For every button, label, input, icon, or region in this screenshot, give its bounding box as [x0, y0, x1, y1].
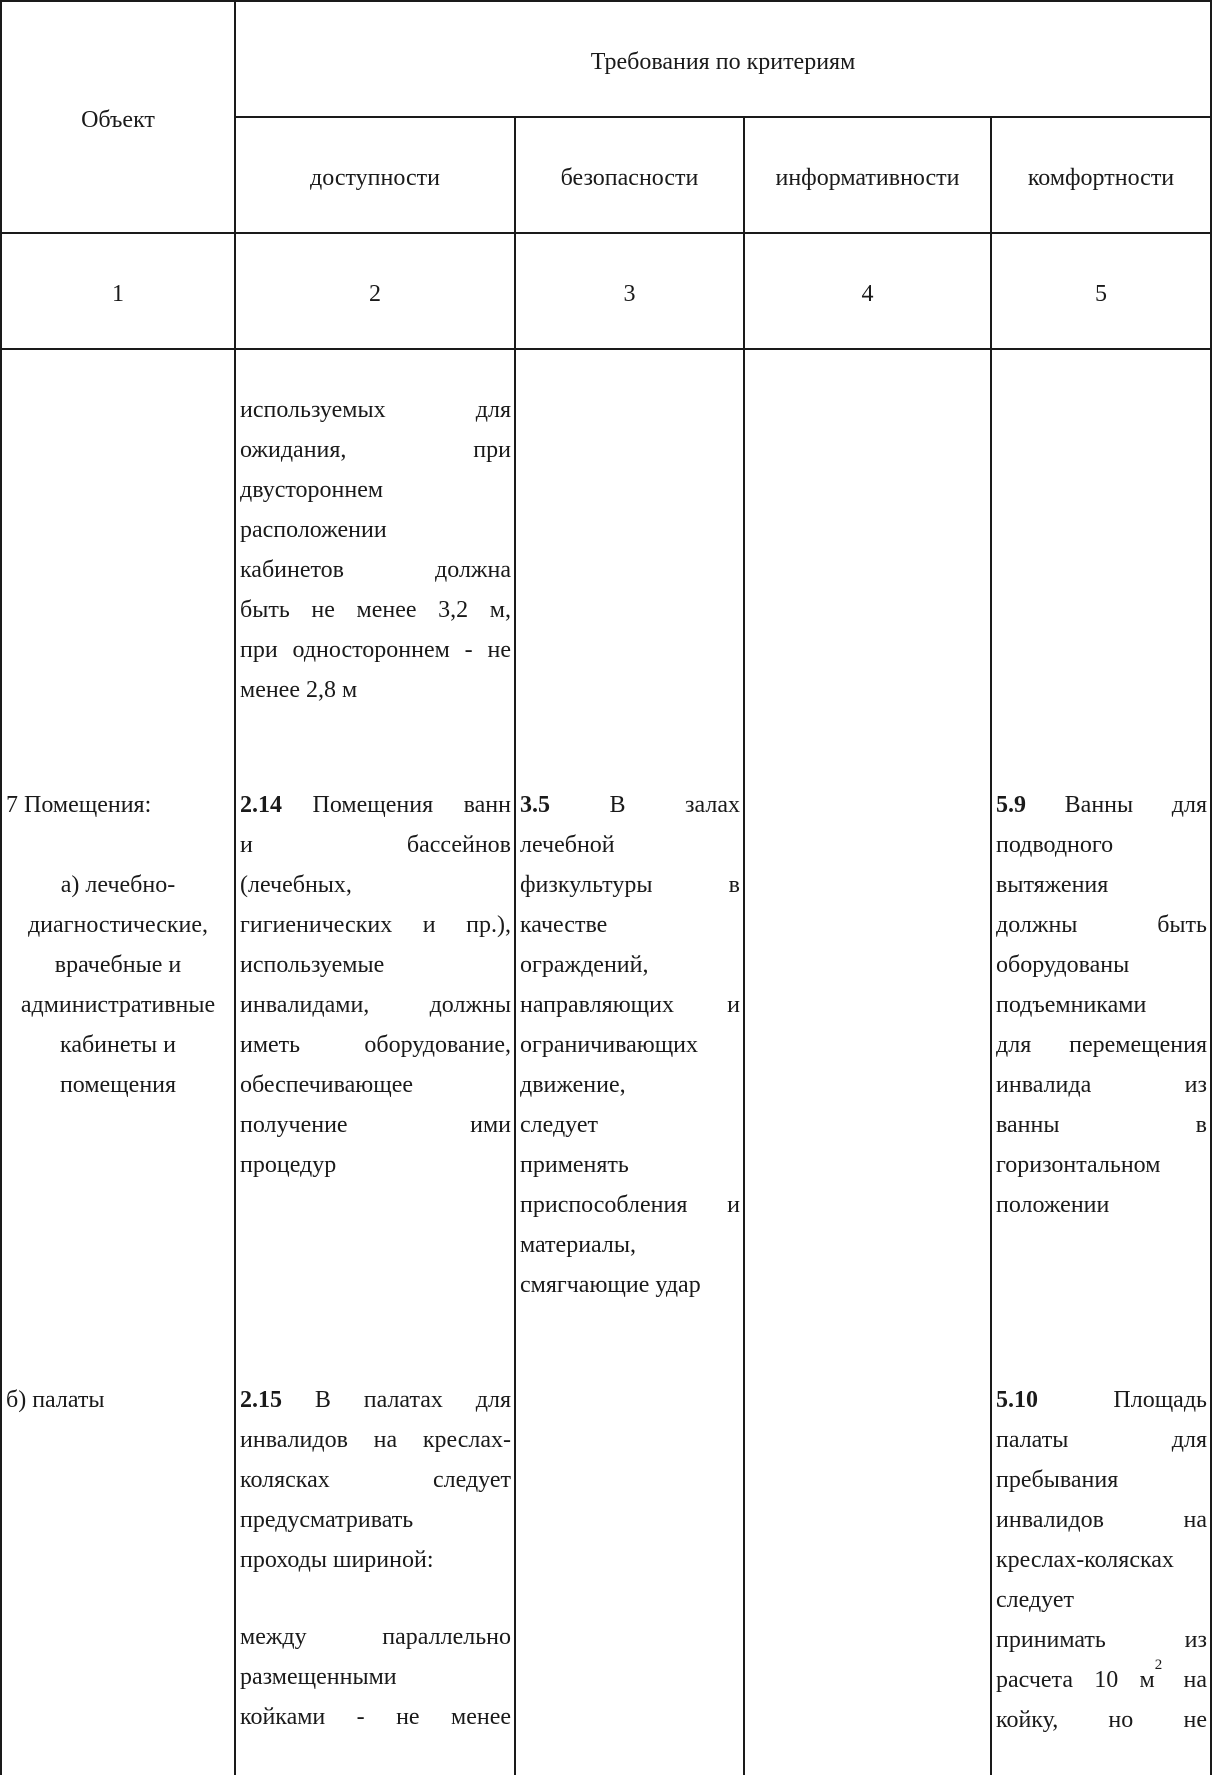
column-divider-1: [234, 0, 236, 1775]
clause-number: 2.14: [240, 792, 282, 818]
text-line: 3.5 В залах: [520, 792, 741, 818]
header-sub-divider: [234, 116, 1212, 118]
text-line: колясках следует: [240, 1467, 511, 1493]
text-line: инвалидами, должны: [240, 992, 511, 1018]
text-line: направляющих и: [520, 992, 740, 1018]
text-line: расчета 10 $м^2$ на: [996, 1657, 1208, 1693]
text-line: менее 2,8 м: [240, 677, 358, 703]
text-line: подводного: [996, 832, 1114, 858]
text-line: иметь оборудование,: [240, 1032, 511, 1058]
text-line: получение ими: [240, 1112, 511, 1138]
text-line: применять: [520, 1152, 629, 1178]
text-line: должны быть: [996, 912, 1207, 938]
clause-number: 5.9: [996, 792, 1026, 818]
text-line: кабинеты и: [60, 1032, 176, 1058]
table-border-right: [1210, 0, 1212, 1775]
text-line: инвалидов на креслах-: [240, 1427, 511, 1453]
text-line: лечебной: [520, 832, 615, 858]
text-line: подъемниками: [996, 992, 1147, 1018]
text-line: оборудованы: [996, 952, 1130, 978]
text-line: для перемещения: [996, 1032, 1207, 1058]
text-line: следует: [996, 1587, 1074, 1613]
requirement-2-15-continued: [240, 1617, 511, 1737]
text-line: горизонтальном: [996, 1152, 1161, 1178]
clause-number: 5.10: [996, 1387, 1038, 1413]
clause-number: 2.15: [240, 1387, 282, 1413]
header-object-label: Объект: [81, 107, 155, 133]
column-number-1: 1: [112, 281, 124, 307]
text-line: палаты для: [996, 1427, 1207, 1453]
text-line: процедур: [240, 1152, 337, 1178]
column-divider-4: [990, 117, 992, 1775]
text-line: следует: [520, 1112, 598, 1138]
text-line: ожидания, при: [240, 437, 511, 463]
text-line: диагностические,: [27, 912, 209, 938]
text-line: койку, но не: [996, 1707, 1207, 1733]
text-line: кабинетов должна: [240, 557, 511, 583]
text-line: и бассейнов: [240, 832, 511, 858]
text-line: качестве: [520, 912, 608, 938]
text-line: пребывания: [996, 1467, 1119, 1493]
header-criterion-safety: безопасности: [560, 165, 699, 191]
column-number-2: 2: [369, 281, 381, 307]
text-line: размещенными: [240, 1664, 397, 1690]
header-criterion-informativeness: информативности: [775, 165, 960, 191]
text-line: инвалида из: [996, 1072, 1207, 1098]
text-line: движение,: [520, 1072, 626, 1098]
text-line: при одностороннем - не: [240, 637, 511, 663]
text-line: административные: [20, 992, 216, 1018]
text-line: 5.9 Ванны для: [996, 792, 1208, 818]
column-number-5: 5: [1095, 281, 1107, 307]
column-divider-2: [514, 117, 516, 1775]
text-line: 2.15 В палатах для: [240, 1387, 511, 1413]
text-line: обеспечивающее: [240, 1072, 413, 1098]
text-line: вытяжения: [996, 872, 1109, 898]
header-bottom-divider: [0, 232, 1212, 234]
text-line: принимать из: [996, 1627, 1207, 1653]
requirement-2-14: [240, 785, 511, 1185]
text-line: ограничивающих: [520, 1032, 699, 1058]
text-line: двустороннем: [240, 477, 384, 503]
row7-object-subtitle: [2, 865, 234, 1105]
column-number-3: 3: [623, 281, 636, 307]
text-line: приспособления и: [520, 1192, 740, 1218]
text-line: быть не менее 3,2 м,: [240, 597, 511, 623]
header-criterion-comfort: комфортности: [1027, 165, 1175, 191]
rowb-object-title: б) палаты: [6, 1387, 105, 1413]
row7-object-title: 7 Помещения:: [6, 792, 152, 818]
text-line: креслах-колясках: [996, 1547, 1174, 1573]
text-line: врачебные и: [54, 952, 182, 978]
text-line: койками - не менее: [240, 1704, 511, 1730]
text-line: между параллельно: [240, 1624, 511, 1650]
text-line: ограждений,: [520, 952, 649, 978]
text-line: физкультуры в: [520, 872, 740, 898]
header-criteria-title: Требования по критериям: [590, 49, 856, 75]
text-line: помещения: [59, 1072, 177, 1098]
text-line: гигиенических и пр.),: [240, 912, 511, 938]
text-line: 2.14 Помещения ванн: [240, 792, 511, 818]
requirement-5-10: [996, 1380, 1207, 1740]
requirement-3-5: [520, 785, 740, 1305]
requirement-2-15: [240, 1380, 511, 1580]
text-line: положении: [996, 1192, 1110, 1218]
clause-number: 3.5: [520, 792, 550, 818]
text-line: расположении: [240, 517, 387, 543]
text-line: смягчающие удар: [520, 1272, 701, 1298]
carryover-text-col2: [240, 390, 511, 710]
text-line: проходы шириной:: [240, 1547, 434, 1573]
column-number-4: 4: [861, 281, 874, 307]
table-border-top: [0, 0, 1212, 2]
text-line: используемые: [240, 952, 385, 978]
column-divider-3: [743, 117, 745, 1775]
text-line: ванны в: [996, 1112, 1207, 1138]
requirement-5-9: [996, 785, 1207, 1225]
text-line: материалы,: [520, 1232, 637, 1258]
numbers-row-divider: [0, 348, 1212, 350]
text-line: предусматривать: [240, 1507, 414, 1533]
text-line: 5.10 Площадь: [996, 1387, 1207, 1413]
text-line: а) лечебно-: [60, 872, 176, 898]
text-line: используемых для: [240, 397, 511, 423]
text-line: (лечебных,: [240, 872, 352, 898]
header-criterion-accessibility: доступности: [310, 165, 440, 191]
text-line: инвалидов на: [996, 1507, 1207, 1533]
